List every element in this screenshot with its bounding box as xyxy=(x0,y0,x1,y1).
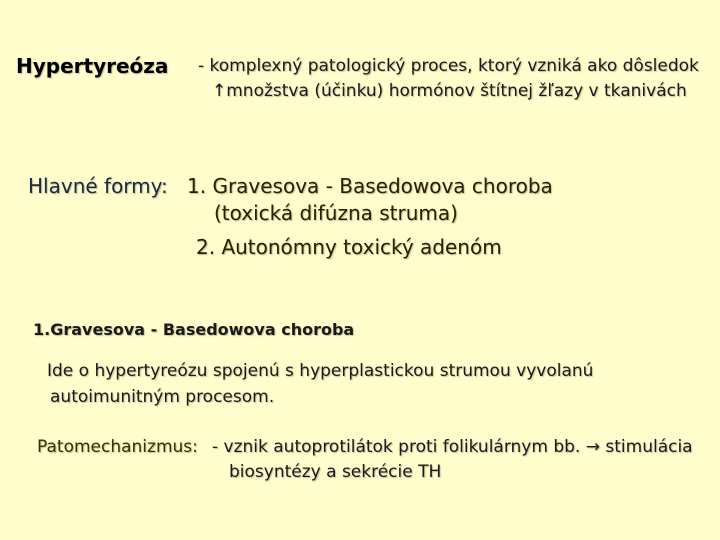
pathomechanism-label: Patomechanizmus: xyxy=(37,437,198,457)
pathomechanism-line-1-text: - vznik autoprotilátok proti folikulárnym bb. xyxy=(212,437,581,457)
right-arrow-icon: → xyxy=(585,437,600,457)
form-item-1-subtitle: (toxická difúzna struma) xyxy=(214,201,458,225)
section-title: 1.Gravesova - Basedowova choroba xyxy=(33,320,355,339)
slide-title: Hypertyreóza xyxy=(16,54,169,78)
pathomechanism-line-1-end: stimulácia xyxy=(605,437,693,457)
pathomechanism-line-2: biosyntézy a sekrécie TH xyxy=(229,462,442,482)
section-description-line-2: autoimunitným procesom. xyxy=(50,387,275,407)
definition-line-2 xyxy=(212,81,687,101)
section-description-line-1: Ide o hypertyreózu spojenú s hyperplastickou strumou vyvolanú xyxy=(47,361,594,381)
form-item-2: 2. Autonómny toxický adenóm xyxy=(196,235,502,259)
up-arrow-icon: ↑ xyxy=(212,81,227,101)
form-item-1: 1. Gravesova - Basedowova choroba xyxy=(187,174,553,198)
definition-line-2-text: množstva (účinku) hormónov štítnej žľazy v tkanivách xyxy=(226,81,687,101)
definition-line-1: - komplexný patologický proces, ktorý vzniká ako dôsledok xyxy=(198,56,699,76)
pathomechanism-line-1 xyxy=(212,437,693,457)
forms-label: Hlavné formy: xyxy=(28,174,168,198)
